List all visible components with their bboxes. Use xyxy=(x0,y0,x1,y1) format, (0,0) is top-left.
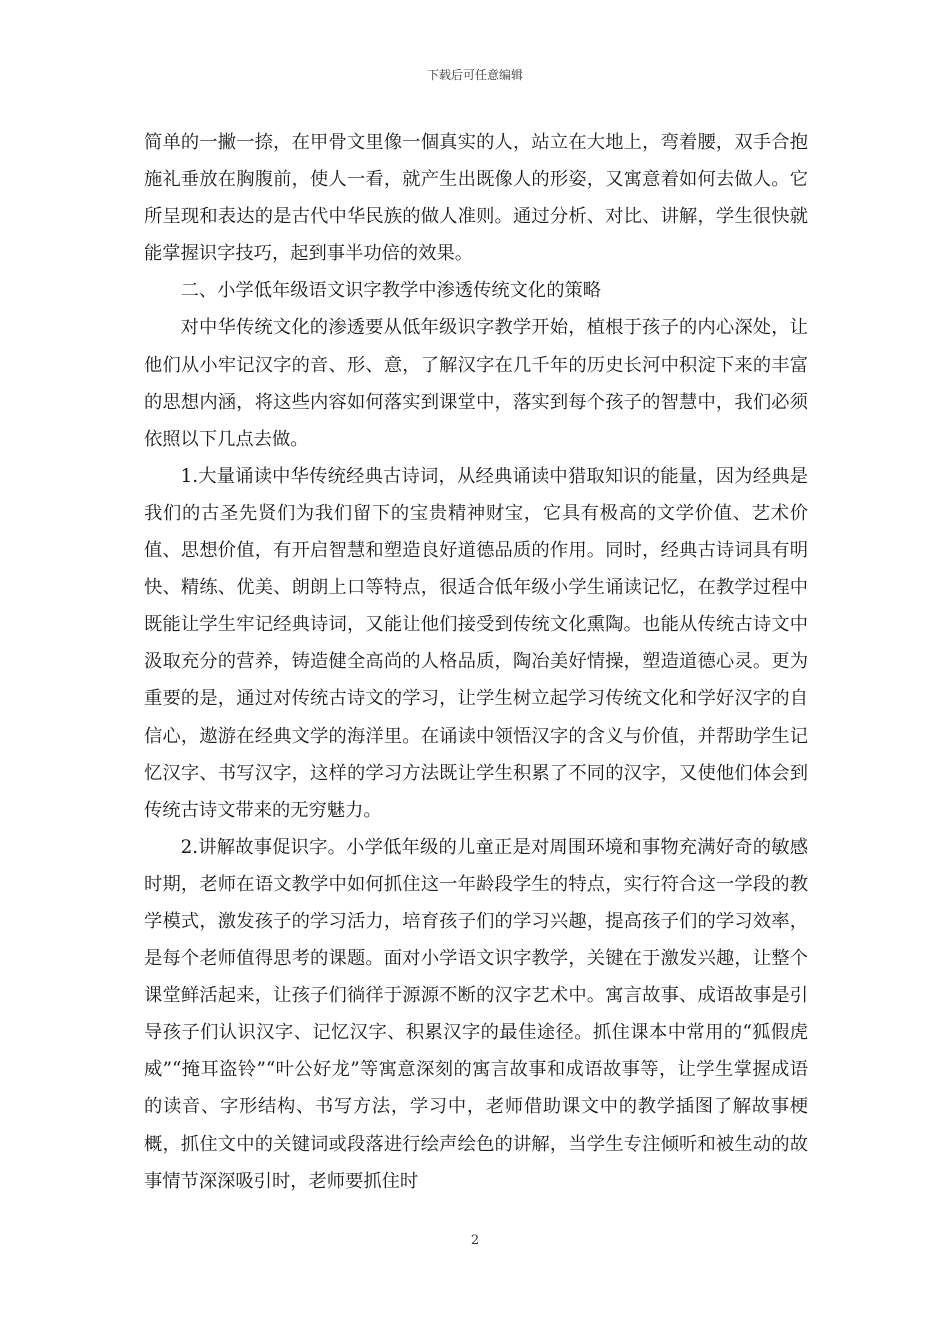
paragraph: 2.讲解故事促识字。小学低年级的儿童正是对周围环境和事物充满好奇的敏感时期，老师在语文教学中如何抓住这一年龄段学生的特点，实行符合这一学段的教学模式，激发孩子的学习活力，培育孩子们的学习兴趣，提高孩子们的学习效率，是每个老师值得思考的课题。面对小学语文识字教学，关键在于激发兴趣，让整个课堂鲜活起来，让孩子们徜徉于源源不断的汉字艺术中。寓言故事、成语故事是引导孩子们认识汉字、记忆汉字、积累汉字的最佳途径。抓住课本中常用的“狐假虎威”“掩耳盗铃”“叶公好龙”等寓意深刻的寓言故事和成语故事等，让学生掌握成语的读音、字形结构、书写方法，学习中，老师借助课文中的教学插图了解故事梗概，抓住文中的关键词或段落进行绘声绘色的讲解，当学生专注倾听和被生动的故事情节深深吸引时，老师要抓住时 xyxy=(144,836,808,1192)
paragraph-continued: 简单的一撇一捺，在甲骨文里像一個真实的人，站立在大地上，弯着腰，双手合抱施礼垂放在胸腹前，使人一看，就产生出既像人的形姿，又寓意着如何去做人。它所呈现和表达的是古代中华民族的做人准则。通过分析、对比、讲解，学生很快就能掌握识字技巧，起到事半功倍的效果。 xyxy=(144,132,808,265)
page-number: 2 xyxy=(470,1233,480,1248)
page-header: 下载后可任意编辑 xyxy=(426,68,523,82)
paragraph: 1.大量诵读中华传统经典古诗词，从经典诵读中猎取知识的能量，因为经典是我们的古圣先贤们为我们留下的宝贵精神财宝，它具有极高的文学价值、艺术价值、思想价值，有开启智慧和塑造良好道德品质的作用。同时，经典古诗词具有明快、精练、优美、朗朗上口等特点，很适合低年级小学生诵读记忆，在教学过程中既能让学生牢记经典诗词，又能让他们接受到传统文化熏陶。也能从传统古诗文中汲取充分的营养，铸造健全高尚的人格品质，陶冶美好情操，塑造道德心灵。更为重要的是，通过对传统古诗文的学习，让学生树立起学习传统文化和学好汉字的自信心，遨游在经典文学的海洋里。在诵读中领悟汉字的含义与价值，并帮助学生记忆汉字、书写汉字，这样的学习方法既让学生积累了不同的汉字，又使他们体会到传统古诗文带来的无穷魅力。 xyxy=(144,465,808,821)
section-heading: 二、小学低年级语文识字教学中渗透传统文化的策略 xyxy=(180,280,602,302)
paragraph: 对中华传统文化的渗透要从低年级识字教学开始，植根于孩子的内心深处，让他们从小牢记汉字的音、形、意，了解汉字在几千年的历史长河中积淀下来的丰富的思想内涵，将这些内容如何落实到课堂中，落实到每个孩子的智慧中，我们必须依照以下几点去做。 xyxy=(144,317,808,450)
document-body xyxy=(144,124,808,1200)
